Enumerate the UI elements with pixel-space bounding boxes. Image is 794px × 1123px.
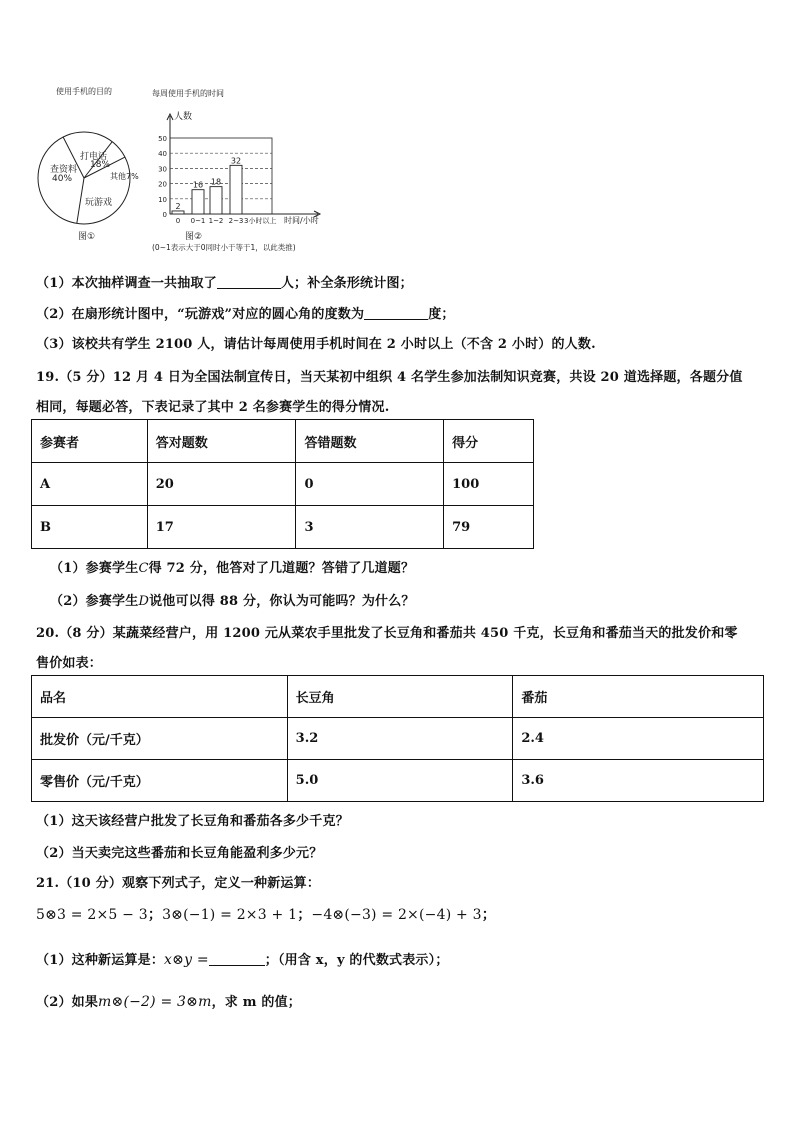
- bar-y-tick-label: 10: [158, 195, 167, 204]
- bar-rect: [210, 187, 222, 214]
- bar-rect: [230, 165, 242, 214]
- q18-part2-post: 度；: [428, 307, 455, 322]
- q19-part1: [50, 557, 414, 576]
- q18-part3: （3）该校共有学生 2100 人，请估计每周使用手机时间在 2 小时以上（不含 2 小时）的人数.: [36, 337, 596, 352]
- table-header-cell: 品名: [32, 676, 288, 718]
- bar-chart-title: 每周使用手机的时间: [152, 89, 224, 98]
- q21-equation: m⊗(−2) = 3⊗m: [98, 994, 212, 1010]
- charts-svg: [0, 0, 794, 260]
- bar-value-label: 32: [230, 156, 242, 166]
- table-cell: 0: [296, 463, 444, 506]
- q18-part1-pre: （1）本次抽样调查一共抽取了: [36, 276, 217, 291]
- bar-y-tick-label: 0: [162, 211, 167, 219]
- bar-value-label: 18: [210, 177, 222, 187]
- bar-caption: 图②: [185, 232, 203, 242]
- q19-stem-line2: 相同，每题必答，下表记录了其中 2 名参赛学生的得分情况.: [36, 400, 390, 415]
- bar-x-tick-label: 0~1: [190, 217, 206, 225]
- pie-caption: 图①: [78, 232, 96, 242]
- bar-rect: [192, 190, 204, 214]
- table-header-cell: 答错题数: [296, 420, 444, 463]
- q21-part2: [36, 991, 301, 1010]
- table-row: [32, 463, 534, 506]
- bar-y-tick-label: 20: [158, 180, 167, 189]
- bar-note: (0~1表示大于0同时小于等于1，以此类推): [152, 243, 296, 252]
- table-cell: 17: [147, 506, 296, 549]
- q18-blank-2[interactable]: [364, 307, 428, 320]
- table-cell: 5.0: [287, 760, 513, 802]
- q21-part1-post: ；（用含 x，y 的代数式表示）；: [264, 953, 449, 968]
- pie-label-other: 其他7%: [110, 172, 139, 181]
- q18-part1-post: 人；补全条形统计图；: [280, 276, 413, 291]
- q20-price-table: [31, 675, 764, 802]
- q20-part1: （1）这天该经营户批发了长豆角和番茄各多少千克？: [36, 814, 349, 829]
- q21-part2-post: ，求 m 的值；: [211, 995, 301, 1010]
- q21-part1-pre: （1）这种新运算是：: [36, 953, 165, 968]
- table-header-cell: 得分: [444, 420, 534, 463]
- q21-stem: 21.（10 分）观察下列式子，定义一种新运算：: [36, 876, 321, 891]
- pie-slice-edge: [77, 178, 84, 223]
- q19-stem-line1: 19.（5 分）12 月 4 日为全国法制宣传日，当天某初中组织 4 名学生参加法制知识竞赛，共设 20 道选择题，各题分值: [36, 370, 743, 385]
- bar-chart: [158, 114, 320, 225]
- table-row: [32, 506, 534, 549]
- table-header-cell: 参赛者: [32, 420, 148, 463]
- q21-part2-pre: （2）如果: [36, 995, 99, 1010]
- table-cell: 3.6: [513, 760, 764, 802]
- q19-part2: [50, 590, 415, 609]
- bar-xlabel: 时间/小时: [284, 216, 319, 225]
- table-cell: 3: [296, 506, 444, 549]
- q19-var-c: C: [138, 561, 149, 576]
- q21-example-2: 3⊗(−1) = 2×3 + 1: [162, 907, 298, 923]
- table-row: [32, 760, 764, 802]
- table-row: [32, 718, 764, 760]
- q18-blank-1[interactable]: [217, 276, 281, 289]
- q20-stem-line1: 20.（8 分）某蔬菜经营户，用 1200 元从菜农手里批发了长豆角和番茄共 450 千克，长豆角和番茄当天的批发价和零: [36, 626, 738, 641]
- table-cell: 零售价（元/千克）: [32, 760, 288, 802]
- pie-label-search: 查资料: [50, 165, 78, 175]
- bar-x-tick-label: 0: [175, 217, 181, 225]
- pie-label-call-pct: 18%: [90, 160, 111, 170]
- table-header-row: [32, 676, 764, 718]
- pie-chart-title: 使用手机的目的: [56, 87, 112, 96]
- q19-var-d: D: [138, 594, 150, 609]
- bar-x-tick-label: 3小时以上: [244, 217, 277, 225]
- q19-score-table: [31, 419, 534, 549]
- q18-part2-pre: （2）在扇形统计图中，“玩游戏”对应的圆心角的度数为: [36, 307, 365, 322]
- table-cell: A: [32, 463, 148, 506]
- q18-part2: [36, 303, 455, 322]
- table-cell: 3.2: [287, 718, 513, 760]
- q20-stem-line2: 售价如表：: [36, 656, 103, 671]
- pie-label-call: 打电话: [80, 152, 108, 162]
- bar-y-tick-label: 40: [158, 150, 167, 159]
- bar-y-tick-label: 50: [158, 135, 167, 143]
- table-cell: 100: [444, 463, 534, 506]
- table-cell: 20: [147, 463, 296, 506]
- pie-label-search-pct: 40%: [52, 174, 73, 184]
- q21-part1: [36, 949, 449, 968]
- q21-example-1: 5⊗3 = 2×5 − 3: [36, 907, 148, 923]
- bar-value-label: 16: [192, 180, 204, 190]
- q21-examples: 5⊗3 = 2×5 − 3；3⊗(−1) = 2×3 + 1；−4⊗(−3) = 2×(−4) + 3；: [36, 907, 496, 923]
- q20-part2: （2）当天卖完这些番茄和长豆角能盈利多少元？: [36, 846, 323, 861]
- q19-part1-post: 得 72 分，他答对了几道题？答错了几道题？: [148, 561, 415, 576]
- bar-rect: [172, 211, 184, 214]
- table-header-row: [32, 420, 534, 463]
- q21-example-3: −4⊗(−3) = 2×(−4) + 3: [311, 907, 482, 923]
- bar-ylabel: 人数: [174, 112, 193, 122]
- bar-value-label: 2: [175, 201, 181, 211]
- q19-part1-pre: （1）参赛学生: [50, 561, 139, 576]
- q19-part2-post: 说他可以得 88 分，你认为可能吗？为什么？: [149, 594, 415, 609]
- bar-x-tick-label: 2~3: [228, 217, 244, 225]
- table-cell: B: [32, 506, 148, 549]
- table-header-cell: 答对题数: [147, 420, 296, 463]
- table-header-cell: 番茄: [513, 676, 764, 718]
- table-header-cell: 长豆角: [287, 676, 513, 718]
- table-cell: 批发价（元/千克）: [32, 718, 288, 760]
- table-cell: 79: [444, 506, 534, 549]
- q18-part1: [36, 272, 413, 291]
- bar-x-tick-label: 1~2: [208, 217, 224, 225]
- q21-operation-expr: x⊗y =: [164, 952, 209, 968]
- pie-label-game: 玩游戏: [85, 198, 113, 208]
- bar-y-tick-label: 30: [158, 165, 167, 174]
- q19-part2-pre: （2）参赛学生: [50, 594, 139, 609]
- q21-blank[interactable]: [209, 953, 265, 966]
- table-cell: 2.4: [513, 718, 764, 760]
